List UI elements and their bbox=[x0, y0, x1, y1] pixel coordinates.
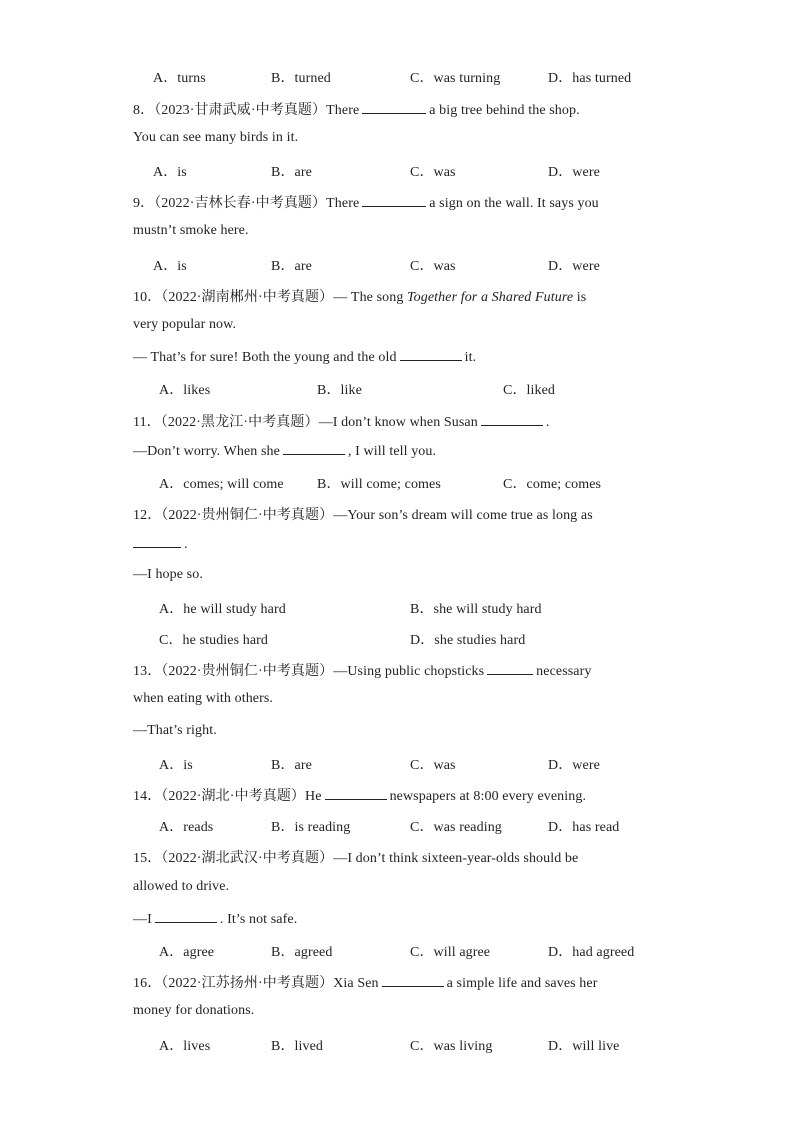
question-13-stem bbox=[133, 660, 592, 680]
answer-blank bbox=[382, 974, 444, 987]
question-7-options bbox=[0, 67, 794, 87]
question-8-stem bbox=[133, 99, 580, 119]
option-b[interactable]: B．will come; comes bbox=[317, 477, 441, 492]
option-a[interactable]: A．reads bbox=[159, 820, 214, 835]
question-text: , I will tell you. bbox=[347, 444, 437, 459]
question-text: a big tree behind the shop. bbox=[429, 103, 580, 118]
question-10-stem-line2: very popular now. bbox=[133, 317, 237, 332]
option-c[interactable]: C．liked bbox=[503, 383, 556, 398]
question-text: —I bbox=[133, 912, 152, 927]
option-d[interactable]: D．she studies hard bbox=[410, 633, 526, 648]
question-text: 16．（2022·江苏扬州·中考真题）Xia Sen bbox=[133, 976, 379, 991]
option-d[interactable]: D．were bbox=[548, 259, 600, 274]
option-b[interactable]: B．is reading bbox=[271, 820, 351, 835]
question-9-stem bbox=[133, 192, 599, 212]
question-text: 14．（2022·湖北·中考真题）He bbox=[133, 789, 322, 804]
option-a[interactable]: A．agree bbox=[159, 945, 215, 960]
option-a[interactable]: A．he will study hard bbox=[159, 602, 286, 617]
answer-blank bbox=[155, 910, 217, 923]
question-11-options bbox=[0, 473, 794, 493]
question-9-stem-line2: mustn’t smoke here. bbox=[133, 223, 249, 238]
option-d[interactable]: D．has read bbox=[548, 820, 620, 835]
question-text: 10．（2022·湖南郴州·中考真题）— The song bbox=[133, 290, 404, 305]
question-15-stem-line3 bbox=[133, 910, 297, 928]
option-a[interactable]: A．lives bbox=[159, 1039, 211, 1054]
option-c[interactable]: C．was bbox=[410, 259, 456, 274]
question-text: it. bbox=[464, 350, 477, 365]
question-16-stem bbox=[133, 972, 597, 992]
question-text: a sign on the wall. It says you bbox=[429, 196, 599, 211]
question-12-stem: 12．（2022·贵州铜仁·中考真题）—Your son’s dream will come true as long as bbox=[133, 508, 593, 523]
question-12-options-row2 bbox=[0, 629, 794, 649]
option-a[interactable]: A．comes; will come bbox=[159, 477, 284, 492]
option-b[interactable]: B．lived bbox=[271, 1039, 324, 1054]
answer-blank bbox=[325, 787, 387, 800]
question-15-options bbox=[0, 941, 794, 961]
question-9-options bbox=[0, 255, 794, 275]
option-a[interactable]: A．turns bbox=[153, 71, 206, 86]
question-13-options bbox=[0, 754, 794, 774]
question-text: necessary bbox=[536, 664, 592, 679]
question-16-options bbox=[0, 1035, 794, 1055]
option-c[interactable]: C．will agree bbox=[410, 945, 491, 960]
option-a[interactable]: A．is bbox=[159, 758, 193, 773]
option-c[interactable]: C．come; comes bbox=[503, 477, 602, 492]
question-text: newspapers at 8:00 every evening. bbox=[389, 789, 587, 804]
question-8-stem-line2: You can see many birds in it. bbox=[133, 130, 299, 145]
option-b[interactable]: B．agreed bbox=[271, 945, 333, 960]
question-text: a simple life and saves her bbox=[446, 976, 598, 991]
option-a[interactable]: A．is bbox=[153, 165, 187, 180]
answer-blank bbox=[481, 413, 543, 426]
answer-blank bbox=[283, 442, 345, 455]
question-11-stem-line2 bbox=[133, 442, 436, 460]
answer-blank bbox=[133, 535, 181, 548]
option-c[interactable]: C．he studies hard bbox=[159, 633, 269, 648]
song-title: Together for a Shared Future bbox=[407, 290, 574, 305]
option-c[interactable]: C．was reading bbox=[410, 820, 502, 835]
question-12-options-row1 bbox=[0, 598, 794, 618]
option-a[interactable]: A．is bbox=[153, 259, 187, 274]
option-c[interactable]: C．was turning bbox=[410, 71, 501, 86]
question-12-stem-line2 bbox=[133, 535, 188, 553]
option-a[interactable]: A．likes bbox=[159, 383, 211, 398]
answer-blank bbox=[362, 194, 426, 207]
question-text: . It’s not safe. bbox=[219, 912, 298, 927]
option-d[interactable]: D．were bbox=[548, 165, 600, 180]
question-text: —Don’t worry. When she bbox=[133, 444, 280, 459]
question-13-stem-line2: when eating with others. bbox=[133, 691, 274, 706]
question-14-stem bbox=[133, 785, 586, 805]
question-8-options bbox=[0, 161, 794, 181]
question-text: 13．（2022·贵州铜仁·中考真题）—Using public chopsticks bbox=[133, 664, 485, 679]
option-c[interactable]: C．was bbox=[410, 758, 456, 773]
option-b[interactable]: B．like bbox=[317, 383, 362, 398]
question-15-stem: 15．（2022·湖北武汉·中考真题）—I don’t think sixteen-year-olds should be bbox=[133, 851, 579, 866]
option-b[interactable]: B．are bbox=[271, 758, 312, 773]
option-b[interactable]: B．are bbox=[271, 165, 312, 180]
question-text: 8．（2023·甘肃武威·中考真题）There bbox=[133, 103, 360, 118]
question-text: — That’s for sure! Both the young and the old bbox=[133, 350, 397, 365]
question-text: 9．（2022·吉林长春·中考真题）There bbox=[133, 196, 360, 211]
option-c[interactable]: C．was living bbox=[410, 1039, 493, 1054]
question-text: is bbox=[576, 290, 587, 305]
option-d[interactable]: D．were bbox=[548, 758, 600, 773]
question-text: . bbox=[184, 537, 188, 552]
option-d[interactable]: D．will live bbox=[548, 1039, 620, 1054]
option-c[interactable]: C．was bbox=[410, 165, 456, 180]
question-12-stem-line3: —I hope so. bbox=[133, 567, 203, 582]
question-13-stem-line3: —That’s right. bbox=[133, 723, 217, 738]
question-10-options bbox=[0, 379, 794, 399]
question-16-stem-line2: money for donations. bbox=[133, 1003, 255, 1018]
question-text: 11．（2022·黑龙江·中考真题）—I don’t know when Susan bbox=[133, 415, 478, 430]
answer-blank bbox=[362, 101, 426, 114]
question-10-stem-line3 bbox=[133, 348, 476, 366]
option-b[interactable]: B．turned bbox=[271, 71, 331, 86]
option-d[interactable]: D．had agreed bbox=[548, 945, 635, 960]
question-11-stem bbox=[133, 411, 549, 431]
option-b[interactable]: B．she will study hard bbox=[410, 602, 542, 617]
answer-blank bbox=[400, 348, 462, 361]
question-14-options bbox=[0, 816, 794, 836]
question-15-stem-line2: allowed to drive. bbox=[133, 879, 230, 894]
option-d[interactable]: D．has turned bbox=[548, 71, 632, 86]
answer-blank bbox=[487, 662, 533, 675]
question-10-stem bbox=[133, 286, 586, 306]
option-b[interactable]: B．are bbox=[271, 259, 312, 274]
question-text: . bbox=[545, 415, 550, 430]
